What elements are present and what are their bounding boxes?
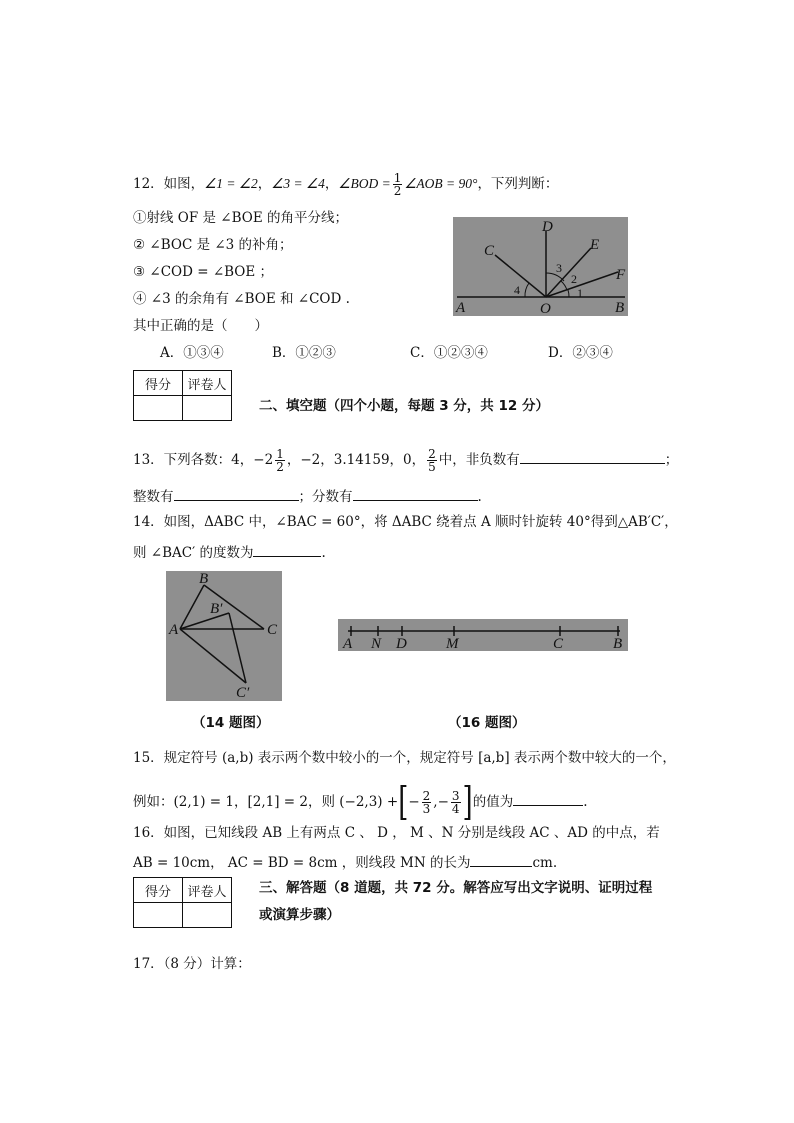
section-3-heading-line-1: 三、解答题（8 道题，共 72 分。解答应写出文字说明、证明过程 xyxy=(259,880,653,896)
label-O: O xyxy=(540,301,551,316)
q13-line-2: 整数有 ；分数有 . xyxy=(133,486,482,506)
side-BpCp xyxy=(229,613,246,683)
q15-fraction-2: $\frac{3}{4}$ xyxy=(451,789,460,816)
label-C: C xyxy=(553,636,564,651)
q12-fraction: $\frac{1}{2}$ xyxy=(393,171,402,198)
q15-line-2: 例如：(2,1) = 1，[2,1] = 2，则 (−2,3) +[− $\frac{2}{3}$ ,− $\frac{3}{4}$ ]的值为 . xyxy=(133,780,588,825)
label-C: C xyxy=(484,243,495,259)
q13-blank-integers xyxy=(174,486,299,501)
score-cell xyxy=(134,396,183,421)
q14-blank xyxy=(253,542,321,557)
q12-option-c: C．①②③④ xyxy=(410,345,488,361)
label-A: A xyxy=(343,636,353,651)
grader-cell xyxy=(183,903,232,928)
label-C-prime: C′ xyxy=(236,685,250,701)
ray-OC xyxy=(495,255,546,297)
score-table-2 xyxy=(133,877,232,928)
q12-figure xyxy=(453,217,628,316)
q17-line: 17．（8 分）计算： xyxy=(133,956,251,972)
label-D: D xyxy=(542,219,553,235)
score-header: 得分 xyxy=(134,371,183,396)
label-B: B xyxy=(199,571,209,587)
section-3-heading-line-2: 或演算步骤） xyxy=(259,907,340,923)
label-A: A xyxy=(456,300,466,316)
grader-cell xyxy=(183,396,232,421)
q16-blank xyxy=(470,852,532,867)
q14-line-1: 14．如图，ΔABC 中，∠BAC = 60°，将 ΔABC 绕着点 A 顺时针旋转 40°得到△AB′C′， xyxy=(133,514,678,530)
score-cell xyxy=(134,903,183,928)
label-N: N xyxy=(371,636,382,651)
q13-fraction-1: $\frac{1}{2}$ xyxy=(276,447,284,474)
q12-statement-3: ③ ∠COD = ∠BOE ； xyxy=(133,264,274,280)
q12-statement-2: ② ∠BOC 是 ∠3 的补角； xyxy=(133,237,293,253)
grader-header: 评卷人 xyxy=(183,878,232,903)
label-C: C xyxy=(267,622,278,638)
q16-line-2: AB = 10cm， AC = BD = 8cm ，则线段 MN 的长为 cm. xyxy=(133,852,557,872)
q14-figure-svg xyxy=(166,571,282,701)
score-table-1 xyxy=(133,370,232,421)
score-header: 得分 xyxy=(134,878,183,903)
label-M: M xyxy=(446,636,459,651)
q12-option-a: A．①③④ xyxy=(160,345,224,361)
label-angle-4: 4 xyxy=(514,283,520,297)
q12-stem: 12．如图，∠1 = ∠2，∠3 = ∠4，∠BOD = $\frac{1}{2}$ ∠AOB = 90°，下列判断： xyxy=(133,171,559,198)
q15-blank xyxy=(513,791,583,806)
label-D: D xyxy=(396,636,407,651)
q13-blank-nonnegative xyxy=(520,449,665,464)
label-angle-3: 3 xyxy=(556,261,562,275)
label-A: A xyxy=(169,622,179,638)
section-2-heading: 二、填空题（四个小题，每题 3 分，共 12 分） xyxy=(259,398,549,414)
q16-line-1: 16．如图，已知线段 AB 上有两点 C 、 D ， M 、N 分别是线段 AC 、AD 的中点，若 xyxy=(133,825,660,841)
q13-blank-fractions xyxy=(353,486,478,501)
q16-figure xyxy=(338,619,628,651)
label-angle-1: 1 xyxy=(577,286,583,300)
q12-ask: 其中正确的是（ ） xyxy=(133,318,268,334)
q12-option-b: B．①②③ xyxy=(272,345,336,361)
label-F: F xyxy=(616,267,626,283)
label-angle-2: 2 xyxy=(571,272,577,286)
q14-figure xyxy=(166,571,282,701)
q12-figure-svg xyxy=(453,217,628,316)
side-ACp xyxy=(180,629,246,683)
angle-1-arc xyxy=(568,290,569,297)
label-B: B xyxy=(615,300,625,316)
q14-caption: （14 题图） xyxy=(192,715,270,731)
q12-statement-4: ④ ∠3 的余角有 ∠BOE 和 ∠COD . xyxy=(133,291,350,307)
grader-header: 评卷人 xyxy=(183,371,232,396)
q15-fraction-1: $\frac{2}{3}$ xyxy=(422,789,431,816)
label-B: B xyxy=(613,636,623,651)
q14-line-2: 则 ∠BAC′ 的度数为 . xyxy=(133,542,326,562)
angle-4-arc xyxy=(525,283,529,297)
q16-figure-svg xyxy=(338,619,628,651)
q16-caption: （16 题图） xyxy=(448,715,526,731)
label-B-prime: B′ xyxy=(210,601,223,617)
q13-line-1: 13．下列各数：4，−2 $\frac{1}{2}$ ，−2，3.14159，0， $\frac{2}{5}$ 中，非负数有 ； xyxy=(133,447,679,474)
q12-statement-1: ①射线 OF 是 ∠BOE 的角平分线； xyxy=(133,210,349,226)
label-E: E xyxy=(590,237,600,253)
angle-2-arc xyxy=(561,281,567,290)
q12-option-d: D．②③④ xyxy=(548,345,613,361)
q15-line-1: 15．规定符号 (a,b) 表示两个数中较小的一个，规定符号 [a,b] 表示两个数中较大的一个， xyxy=(133,750,676,766)
q13-fraction-2: $\frac{2}{5}$ xyxy=(428,447,436,474)
